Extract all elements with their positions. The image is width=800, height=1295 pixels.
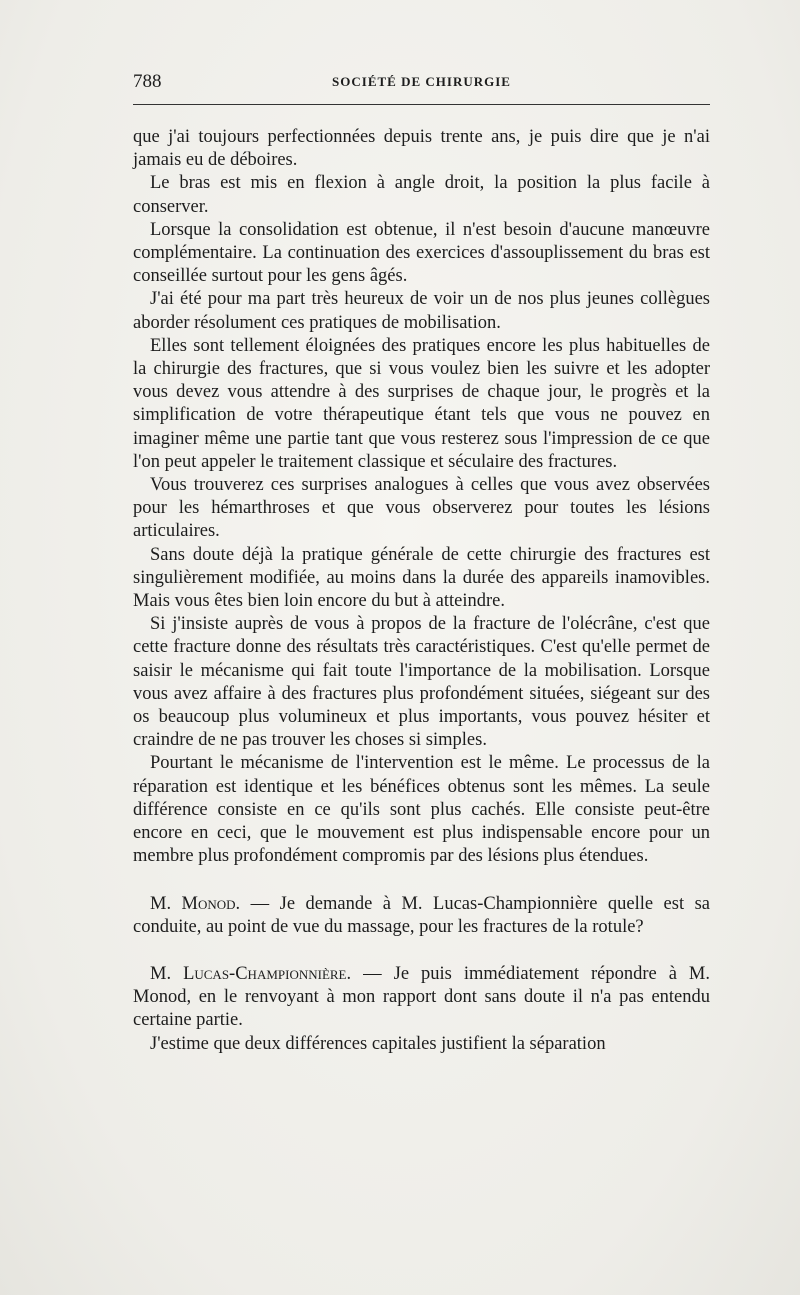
header-rule xyxy=(133,104,710,105)
monod-text: — Je demande à M. Lucas-Championnière quelle est sa conduite, au point de vue du massage, pour les fractures de la rotule? xyxy=(133,893,710,937)
monod-remark xyxy=(133,893,710,939)
running-head: SOCIÉTÉ DE CHIRURGIE xyxy=(332,74,511,89)
paragraph: Le bras est mis en flexion à angle droit, la position la plus facile à conserver. xyxy=(133,173,710,217)
paragraph: J'ai été pour ma part très heureux de voir un de nos plus jeunes collègues aborder résolument ces pratiques de mobilisation. xyxy=(133,289,710,333)
speaker-lucas: M. Lucas-Championnière. xyxy=(150,963,352,984)
body-text xyxy=(133,126,710,1056)
paragraph: Pourtant le mécanisme de l'intervention est le même. Le processus de la réparation est identique et les bénéfices obtenus sont les mêmes. La seule différence consiste en ce qu'ils sont plus cachés. Elle consiste peut-être encore en ceci, que le mouvement est plus indispensable encore pour un membre plus profondément compromis par des lésions plus étendues. xyxy=(133,753,710,867)
page-header xyxy=(133,66,710,98)
paragraph: Vous trouverez ces surprises analogues à celles que vous avez observées pour les hémarthroses et que vous observerez pour toutes les lésions articulaires. xyxy=(133,475,710,542)
lucas-text: — Je puis immédiatement répondre à M. Monod, en le renvoyant à mon rapport dont sans doute il n'a pas entendu certaine partie. xyxy=(133,963,710,1031)
speaker-monod: M. Monod. xyxy=(150,893,241,914)
paragraph: Elles sont tellement éloignées des pratiques encore les plus habituelles de la chirurgie des fractures, que si vous voulez bien les suivre et les adopter vous devez vous attendre à des surprises de chaque jour, le progrès et la simplification de votre thérapeutique étant tels que vous ne pouvez en imaginer même une partie tant que vous resterez sous l'impression de ce que l'on peut appeler le traitement classique et séculaire des fractures. xyxy=(133,335,710,472)
paragraph: J'estime que deux différences capitales justifient la séparation xyxy=(150,1033,606,1054)
paragraph: Si j'insiste auprès de vous à propos de la fracture de l'olécrâne, c'est que cette fracture donne des résultats très caractéristiques. C'est qu'elle permet de saisir le mécanisme qui fait toute l'importance de la mobilisation. Lorsque vous avez affaire à des fractures plus profondément situées, siégeant sur des os beaucoup plus volumineux et plus importants, vous pouvez hésiter et craindre de ne pas trouver les choses si simples. xyxy=(133,614,710,751)
lucas-reply xyxy=(133,963,710,1033)
paragraph: Lorsque la consolidation est obtenue, il n'est besoin d'aucune manœuvre complémentaire. La continuation des exercices d'assouplissement du bras est conseillée surtout pour les gens âgés. xyxy=(133,219,710,287)
paragraph: que j'ai toujours perfectionnées depuis trente ans, je puis dire que je n'ai jamais eu de déboires. xyxy=(133,127,710,171)
paragraph: Sans doute déjà la pratique générale de cette chirurgie des fractures est singulièrement modifiée, au moins dans la durée des appareils inamovibles. Mais vous êtes bien loin encore du but à atteindre. xyxy=(133,544,710,612)
page-number: 788 xyxy=(133,71,162,92)
